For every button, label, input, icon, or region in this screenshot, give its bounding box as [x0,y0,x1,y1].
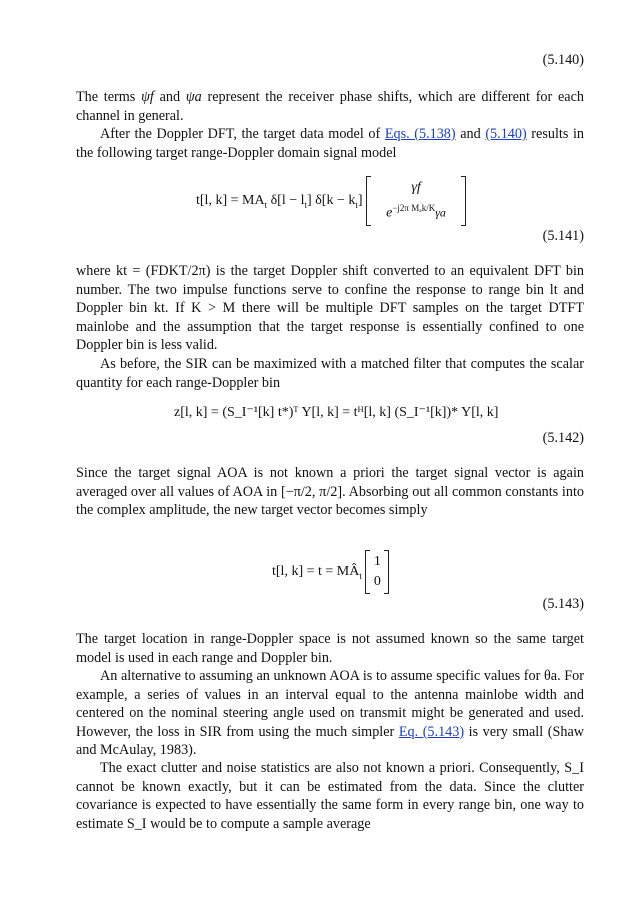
eq5141-lhs: t[l, $k] = MA_t$ $\delta[l - l_t]$ $\delta[k - k_t]$ [196,192,363,210]
paragraph-psi-terms [76,88,584,125]
para2-and: and [455,126,486,142]
para1-post: represent the receiver phase shifts, which are different for each channel in general. [76,89,584,124]
equation-number-5143: (5.143) [542,596,584,612]
psi-a-symbol: ψa [185,89,202,105]
right-bracket [384,550,389,594]
eq5141-vector [371,178,461,224]
equation-5143 [272,550,389,594]
paragraph-clutter-statistics: The exact clutter and noise statistics are also not known a priori. Consequently, S_I cannot be known exactly, but it can be estimated from the data. Since the clutter covariance is expected to have essentially the same form in every range bin, one way to estimate S_I would be to compute a sample average [76,760,584,832]
equation-number-5142: (5.142) [542,430,584,446]
vector-bottom: 0 [373,574,381,589]
para2-post: results in the following target range-Doppler domain signal model [76,126,584,161]
psi-f-symbol: ψf [141,89,154,105]
vector-top: 1 [373,554,381,569]
para7-post: is very small (Shaw and McAulay, 1983). [76,723,584,759]
eq-5140-link[interactable]: (5.140) [485,126,527,142]
paragraph-aoa-averaging: Since the target signal AOA is not known a priori the target signal vector is again averaged over all values of AOA in [−π/2, π/2]. Absorbing out all common constants into the complex amplitude, the new target vector becomes simply [76,465,584,519]
left-bracket [366,176,371,226]
eq5143-lhs: t[l, $k] = t = MÂ_t$ [272,563,362,581]
para1-mid: and [153,89,186,105]
paragraph-target-location: The target location in range-Doppler space is not assumed known so the same target model is used in each range and Doppler bin. [76,631,584,666]
gamma-f: γf [411,180,421,196]
equation-number-5140: (5.140) [542,52,584,68]
exp-term: $e^{-j2\pi M_ak/K}\gamma a$ [386,203,446,221]
eq5143-vector [370,552,384,592]
paragraph-alternative-aoa [76,667,584,760]
left-bracket [365,550,370,594]
equation-5141 [196,176,466,226]
paragraph-matched-filter: As before, the SIR can be maximized with a matched filter that computes the scalar quantity for each range-Doppler bin [76,356,584,391]
paragraph-doppler-dft [76,125,584,162]
equation-5142: z[l, k] = (S_I⁻¹[k] t*)ᵀ Y[l, k] = tᴴ[l, k] (S_I⁻¹[k])* Y[l, k] [174,405,499,420]
para2-pre: After the Doppler DFT, the target data model of [100,126,385,142]
paragraph-kt-definition: where kt = (FDKT/2π) is the target Doppler shift converted to an equivalent DFT bin number. The two impulse functions serve to confine the response to range bin lt and Doppler bin kt. If K > M there will be multiple DFT samples on the target DTFT mainlobe and the assumption that the target response is essentially confined to one Doppler bin is less valid. [76,263,584,354]
equation-number-5141: (5.141) [542,228,584,244]
para7-pre: An alternative to assuming an unknown AOA is to assume specific values for θa. For example, a series of values in an interval equal to the antenna mainlobe width and centered on the nominal steering angle used on transmit might be generated and used. However, the loss in SIR from using the much simpler [76,668,584,740]
right-bracket [461,176,466,226]
eq-5138-link[interactable]: Eqs. (5.138) [384,126,456,142]
eq-5143-link[interactable]: Eq. (5.143) [398,723,465,740]
para1-pre: The terms [76,89,142,105]
